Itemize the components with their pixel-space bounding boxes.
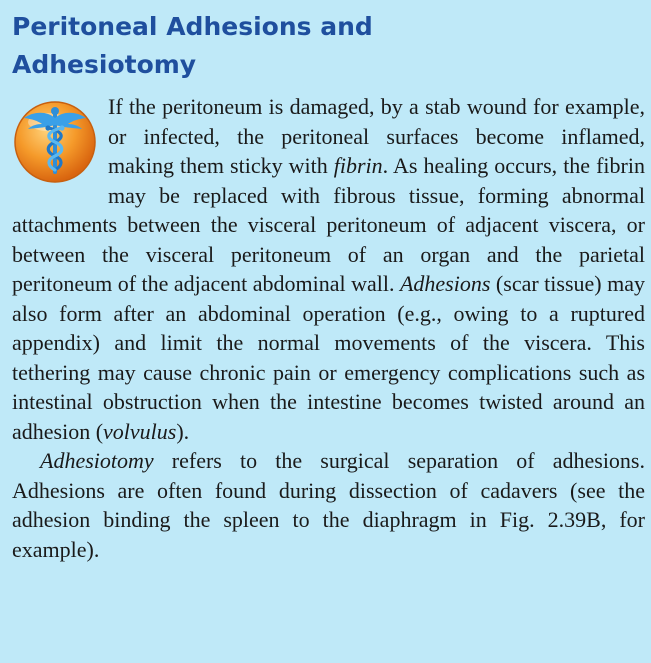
p1-text-4: ). (176, 418, 190, 444)
box-title: Peritoneal Adhesions and Adhesiotomy (12, 12, 373, 79)
term-fibrin: fibrin (333, 153, 383, 178)
term-adhesions: Adhesions (399, 271, 491, 296)
paragraph-2 (12, 446, 645, 564)
p1-text-1: If the peritoneum is damaged, by a stab wound for example, or infected, the peritoneal surfaces become inflamed, making them sticky with (108, 94, 645, 178)
p1-text-3: (scar tissue) may also form after an abdominal operation (e.g., owing to a ruptured appendix) and limit the normal movements of the viscera. This tethering may cause chronic pain or emergency complications such as intestinal obstruction when the intestine becomes twisted around an adhesion ( (12, 271, 646, 444)
p2-text-1: refers to the surgical separation of adhesions. Adhesions are often found during dissection of cadavers (see the adhesion binding the spleen to the diaphragm in Fig. 2.39B, for example). (12, 448, 645, 562)
term-adhesiotomy: Adhesiotomy (40, 448, 154, 473)
term-volvulus: volvulus (103, 418, 177, 444)
p1-text-2: . As healing occurs, the fibrin may be replaced with fibrous tissue, forming abnormal attachments between the visceral peritoneum of adjacent viscera, or between the visceral peritoneum of an organ and the parietal peritoneum of the adjacent abdominal wall. (12, 153, 645, 296)
paragraph-1 (12, 92, 645, 446)
caduceus-icon (12, 98, 98, 186)
